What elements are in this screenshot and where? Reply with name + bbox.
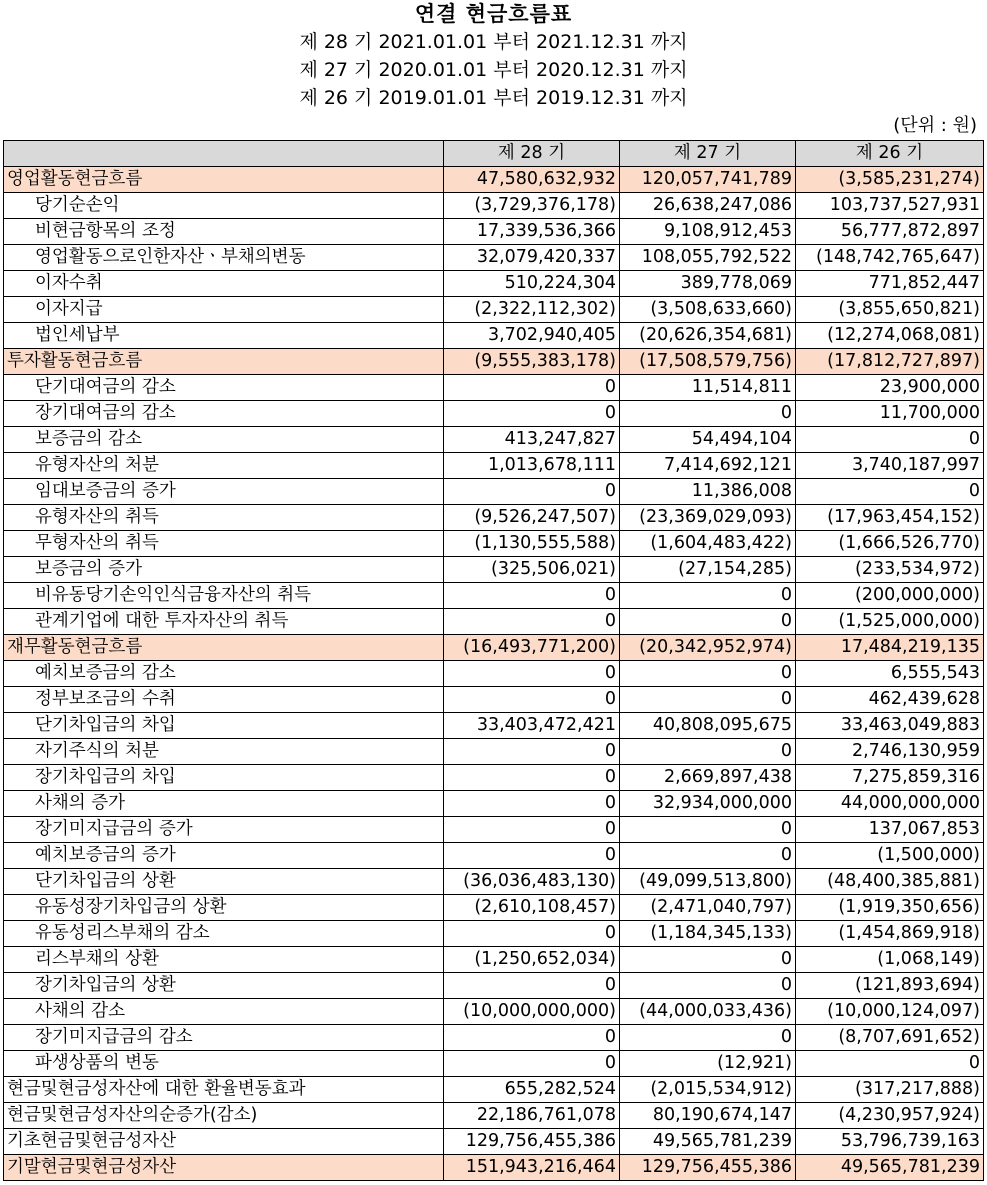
row-value-period-27: 120,057,741,789 <box>620 167 796 193</box>
table-row <box>4 1103 984 1129</box>
row-value-period-26: (233,534,972) <box>796 557 984 583</box>
table-row <box>4 453 984 479</box>
table-row <box>4 1051 984 1077</box>
row-value-period-28: 0 <box>444 843 620 869</box>
row-label: 기초현금및현금성자산 <box>4 1129 444 1155</box>
table-row <box>4 739 984 765</box>
statement-title: 연결 현금흐름표 <box>414 2 573 26</box>
row-value-period-28: 17,339,536,366 <box>444 219 620 245</box>
row-value-period-28: 0 <box>444 817 620 843</box>
row-label: 장기차입금의 차입 <box>4 765 444 791</box>
row-value-period-27: (49,099,513,800) <box>620 869 796 895</box>
row-value-period-26: 3,740,187,997 <box>796 453 984 479</box>
row-value-period-28: 151,943,216,464 <box>444 1155 620 1181</box>
row-label: 사채의 증가 <box>4 791 444 817</box>
row-value-period-26: 17,484,219,135 <box>796 635 984 661</box>
table-body <box>4 167 984 1181</box>
row-value-period-28: 33,403,472,421 <box>444 713 620 739</box>
row-value-period-27: 108,055,792,522 <box>620 245 796 271</box>
row-value-period-27: 0 <box>620 583 796 609</box>
table-row <box>4 193 984 219</box>
row-value-period-26: (17,812,727,897) <box>796 349 984 375</box>
row-value-period-28: (16,493,771,200) <box>444 635 620 661</box>
period-line-26: 제 26 기 2019.01.01 부터 2019.12.31 까지 <box>299 87 688 109</box>
row-value-period-26: 2,746,130,959 <box>796 739 984 765</box>
row-label: 보증금의 감소 <box>4 427 444 453</box>
row-value-period-26: 23,900,000 <box>796 375 984 401</box>
row-label: 단기대여금의 감소 <box>4 375 444 401</box>
table-row <box>4 895 984 921</box>
row-value-period-28: 0 <box>444 765 620 791</box>
table-row <box>4 297 984 323</box>
row-value-period-26: (3,855,650,821) <box>796 297 984 323</box>
row-value-period-26: (200,000,000) <box>796 583 984 609</box>
row-value-period-26: 49,565,781,239 <box>796 1155 984 1181</box>
table-row <box>4 375 984 401</box>
table-row <box>4 713 984 739</box>
row-label: 리스부채의 상환 <box>4 947 444 973</box>
row-value-period-26: (1,454,869,918) <box>796 921 984 947</box>
row-value-period-28: (9,526,247,507) <box>444 505 620 531</box>
row-label: 관계기업에 대한 투자자산의 취득 <box>4 609 444 635</box>
row-value-period-26: 0 <box>796 427 984 453</box>
row-value-period-27: (3,508,633,660) <box>620 297 796 323</box>
row-value-period-28: (36,036,483,130) <box>444 869 620 895</box>
row-value-period-28: 0 <box>444 687 620 713</box>
row-value-period-27: (44,000,033,436) <box>620 999 796 1025</box>
table-row <box>4 557 984 583</box>
table-row <box>4 323 984 349</box>
row-value-period-28: 32,079,420,337 <box>444 245 620 271</box>
row-value-period-28: 47,580,632,932 <box>444 167 620 193</box>
table-row <box>4 661 984 687</box>
row-value-period-27: 80,190,674,147 <box>620 1103 796 1129</box>
row-value-period-28: 0 <box>444 401 620 427</box>
row-value-period-27: 11,386,008 <box>620 479 796 505</box>
row-value-period-28: (325,506,021) <box>444 557 620 583</box>
row-value-period-26: 44,000,000,000 <box>796 791 984 817</box>
row-value-period-28: 0 <box>444 973 620 999</box>
row-value-period-28: 0 <box>444 791 620 817</box>
section-row <box>4 167 984 193</box>
row-value-period-26: (1,068,149) <box>796 947 984 973</box>
table-row <box>4 791 984 817</box>
row-value-period-28: 413,247,827 <box>444 427 620 453</box>
row-value-period-28: 0 <box>444 479 620 505</box>
row-value-period-27: (20,342,952,974) <box>620 635 796 661</box>
row-value-period-27: (1,604,483,422) <box>620 531 796 557</box>
row-value-period-28: 0 <box>444 1051 620 1077</box>
row-value-period-27: 0 <box>620 401 796 427</box>
row-value-period-27: (17,508,579,756) <box>620 349 796 375</box>
row-label: 예치보증금의 증가 <box>4 843 444 869</box>
row-label: 보증금의 증가 <box>4 557 444 583</box>
row-label: 정부보조금의 수취 <box>4 687 444 713</box>
row-label: 유동성장기차입금의 상환 <box>4 895 444 921</box>
row-label: 유동성리스부채의 감소 <box>4 921 444 947</box>
row-label: 무형자산의 취득 <box>4 531 444 557</box>
row-label: 비유동당기손익인식금융자산의 취득 <box>4 583 444 609</box>
table-row <box>4 817 984 843</box>
row-value-period-27: (1,184,345,133) <box>620 921 796 947</box>
row-label: 장기미지급금의 감소 <box>4 1025 444 1051</box>
table-row <box>4 765 984 791</box>
row-value-period-26: (148,742,765,647) <box>796 245 984 271</box>
row-value-period-26: 53,796,739,163 <box>796 1129 984 1155</box>
row-label: 현금및현금성자산에 대한 환율변동효과 <box>4 1077 444 1103</box>
table-row <box>4 869 984 895</box>
row-value-period-26: (8,707,691,652) <box>796 1025 984 1051</box>
header-period-27: 제 27 기 <box>620 141 796 167</box>
row-value-period-27: 9,108,912,453 <box>620 219 796 245</box>
row-label: 유형자산의 취득 <box>4 505 444 531</box>
row-label: 파생상품의 변동 <box>4 1051 444 1077</box>
table-row <box>4 999 984 1025</box>
section-row <box>4 1155 984 1181</box>
row-value-period-28: 129,756,455,386 <box>444 1129 620 1155</box>
period-line-28: 제 28 기 2021.01.01 부터 2021.12.31 까지 <box>299 31 688 53</box>
row-label: 사채의 감소 <box>4 999 444 1025</box>
row-value-period-27: 0 <box>620 661 796 687</box>
table-row <box>4 505 984 531</box>
row-label: 단기차입금의 상환 <box>4 869 444 895</box>
row-label: 기말현금및현금성자산 <box>4 1155 444 1181</box>
row-value-period-27: 0 <box>620 687 796 713</box>
header-label-cell <box>4 141 444 167</box>
row-value-period-26: (1,919,350,656) <box>796 895 984 921</box>
row-value-period-27: 54,494,104 <box>620 427 796 453</box>
row-label: 장기대여금의 감소 <box>4 401 444 427</box>
table-row <box>4 973 984 999</box>
row-value-period-27: 0 <box>620 947 796 973</box>
table-row <box>4 921 984 947</box>
row-label: 자기주식의 처분 <box>4 739 444 765</box>
row-value-period-28: 1,013,678,111 <box>444 453 620 479</box>
table-row <box>4 401 984 427</box>
row-value-period-26: (17,963,454,152) <box>796 505 984 531</box>
row-value-period-26: 7,275,859,316 <box>796 765 984 791</box>
row-value-period-27: 32,934,000,000 <box>620 791 796 817</box>
row-value-period-26: 771,852,447 <box>796 271 984 297</box>
row-value-period-26: (12,274,068,081) <box>796 323 984 349</box>
row-value-period-27: (2,471,040,797) <box>620 895 796 921</box>
row-value-period-26: 137,067,853 <box>796 817 984 843</box>
row-value-period-27: (20,626,354,681) <box>620 323 796 349</box>
row-label: 임대보증금의 증가 <box>4 479 444 505</box>
table-row <box>4 531 984 557</box>
period-line-27: 제 27 기 2020.01.01 부터 2020.12.31 까지 <box>299 59 688 81</box>
row-value-period-28: (1,250,652,034) <box>444 947 620 973</box>
section-row <box>4 635 984 661</box>
row-value-period-27: 0 <box>620 817 796 843</box>
row-value-period-27: (2,015,534,912) <box>620 1077 796 1103</box>
table-row <box>4 947 984 973</box>
row-label: 영업활동현금흐름 <box>4 167 444 193</box>
row-label: 현금및현금성자산의순증가(감소) <box>4 1103 444 1129</box>
table-row <box>4 245 984 271</box>
row-value-period-28: 0 <box>444 661 620 687</box>
row-value-period-27: 0 <box>620 739 796 765</box>
row-value-period-27: 2,669,897,438 <box>620 765 796 791</box>
row-value-period-27: (23,369,029,093) <box>620 505 796 531</box>
row-value-period-27: 129,756,455,386 <box>620 1155 796 1181</box>
row-label: 재무활동현금흐름 <box>4 635 444 661</box>
row-value-period-26: (121,893,694) <box>796 973 984 999</box>
row-value-period-28: 510,224,304 <box>444 271 620 297</box>
row-value-period-27: 7,414,692,121 <box>620 453 796 479</box>
row-label: 이자지급 <box>4 297 444 323</box>
table-row <box>4 479 984 505</box>
row-label: 장기미지급금의 증가 <box>4 817 444 843</box>
header-period-26: 제 26 기 <box>796 141 984 167</box>
row-value-period-26: (3,585,231,274) <box>796 167 984 193</box>
row-value-period-28: 0 <box>444 375 620 401</box>
row-value-period-28: 0 <box>444 609 620 635</box>
row-value-period-26: 11,700,000 <box>796 401 984 427</box>
row-value-period-26: 0 <box>796 479 984 505</box>
row-value-period-26: 462,439,628 <box>796 687 984 713</box>
table-row <box>4 271 984 297</box>
row-value-period-26: (1,500,000) <box>796 843 984 869</box>
row-value-period-27: (27,154,285) <box>620 557 796 583</box>
row-value-period-28: 0 <box>444 583 620 609</box>
row-value-period-26: (317,217,888) <box>796 1077 984 1103</box>
row-value-period-28: 0 <box>444 1025 620 1051</box>
table-row <box>4 687 984 713</box>
row-value-period-27: 49,565,781,239 <box>620 1129 796 1155</box>
row-value-period-26: 56,777,872,897 <box>796 219 984 245</box>
row-value-period-28: (1,130,555,588) <box>444 531 620 557</box>
table-row <box>4 1077 984 1103</box>
unit-label: (단위 : 원) <box>893 115 977 136</box>
header-period-28: 제 28 기 <box>444 141 620 167</box>
row-label: 예치보증금의 감소 <box>4 661 444 687</box>
row-value-period-27: 0 <box>620 1025 796 1051</box>
row-label: 투자활동현금흐름 <box>4 349 444 375</box>
row-value-period-28: (9,555,383,178) <box>444 349 620 375</box>
table-row <box>4 1129 984 1155</box>
row-value-period-27: 11,514,811 <box>620 375 796 401</box>
row-value-period-26: 103,737,527,931 <box>796 193 984 219</box>
row-value-period-28: 3,702,940,405 <box>444 323 620 349</box>
row-label: 당기순손익 <box>4 193 444 219</box>
row-value-period-26: 33,463,049,883 <box>796 713 984 739</box>
table-header-row <box>4 141 984 167</box>
row-value-period-28: (3,729,376,178) <box>444 193 620 219</box>
row-value-period-27: 40,808,095,675 <box>620 713 796 739</box>
table-row <box>4 219 984 245</box>
row-value-period-26: (48,400,385,881) <box>796 869 984 895</box>
table-row <box>4 609 984 635</box>
row-label: 유형자산의 처분 <box>4 453 444 479</box>
row-value-period-28: (10,000,000,000) <box>444 999 620 1025</box>
table-row <box>4 583 984 609</box>
row-value-period-27: 0 <box>620 973 796 999</box>
table-row <box>4 843 984 869</box>
row-value-period-28: 0 <box>444 739 620 765</box>
row-value-period-27: 389,778,069 <box>620 271 796 297</box>
row-value-period-28: 22,186,761,078 <box>444 1103 620 1129</box>
row-value-period-26: (1,525,000,000) <box>796 609 984 635</box>
row-value-period-26: (1,666,526,770) <box>796 531 984 557</box>
row-label: 이자수취 <box>4 271 444 297</box>
row-value-period-26: (4,230,957,924) <box>796 1103 984 1129</box>
row-value-period-27: 0 <box>620 609 796 635</box>
row-label: 장기차입금의 상환 <box>4 973 444 999</box>
row-label: 단기차입금의 차입 <box>4 713 444 739</box>
table-row <box>4 1025 984 1051</box>
row-value-period-28: 655,282,524 <box>444 1077 620 1103</box>
cash-flow-table <box>3 140 984 1181</box>
row-value-period-26: 0 <box>796 1051 984 1077</box>
row-value-period-27: (12,921) <box>620 1051 796 1077</box>
row-value-period-27: 0 <box>620 843 796 869</box>
row-value-period-27: 26,638,247,086 <box>620 193 796 219</box>
row-value-period-26: (10,000,124,097) <box>796 999 984 1025</box>
row-label: 법인세납부 <box>4 323 444 349</box>
section-row <box>4 349 984 375</box>
row-value-period-28: (2,610,108,457) <box>444 895 620 921</box>
row-value-period-28: 0 <box>444 921 620 947</box>
row-value-period-28: (2,322,112,302) <box>444 297 620 323</box>
table-row <box>4 427 984 453</box>
row-label: 영업활동으로인한자산ㆍ부채의변동 <box>4 245 444 271</box>
row-label: 비현금항목의 조정 <box>4 219 444 245</box>
row-value-period-26: 6,555,543 <box>796 661 984 687</box>
